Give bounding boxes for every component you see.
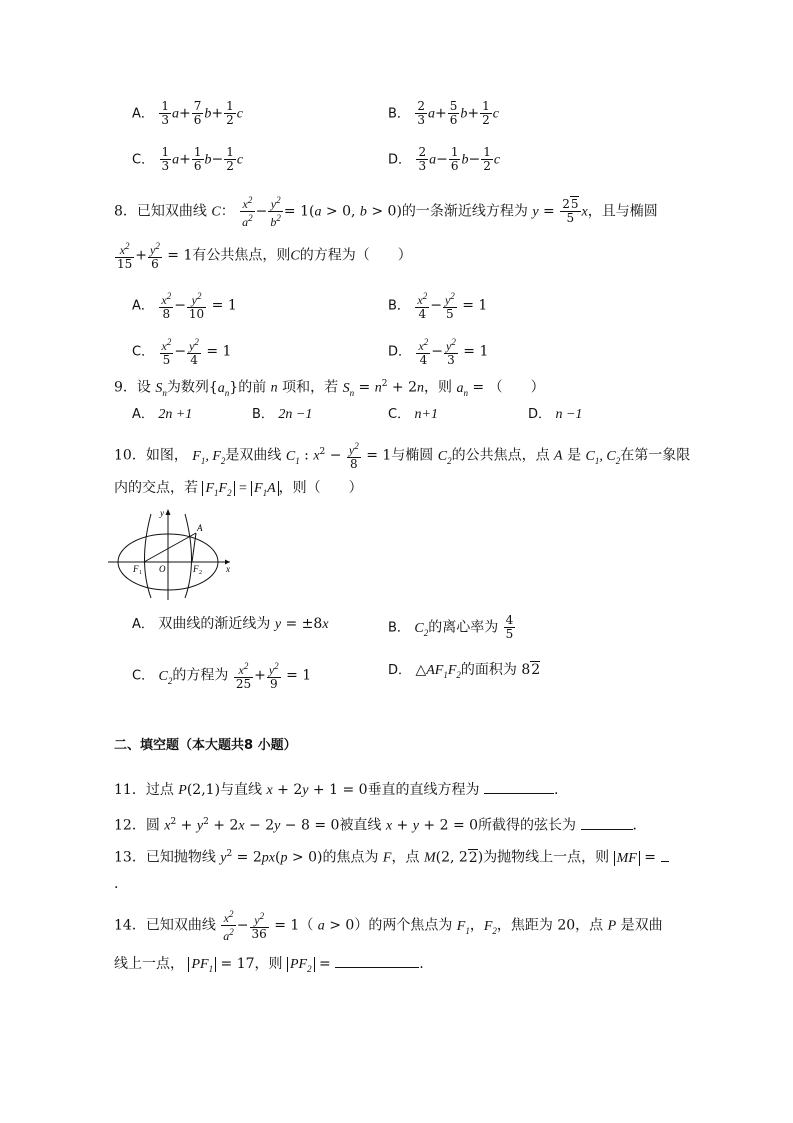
q11-text: 过点 (145, 782, 174, 798)
q8-option-a: A． $\frac{x^2}{8}$ − $\frac{y^2}{10}$ = 1 (132, 291, 237, 321)
q7-option-b: B． $\frac{2}{3}$ a+ $\frac{5}{6}$ b+ $\frac{1}{2}$ c (388, 99, 499, 127)
option-text: n+1 (414, 407, 438, 422)
q9-text: （ ） (488, 379, 545, 396)
q14-text: ，则 (254, 956, 283, 972)
answer-blank[interactable] (335, 955, 419, 968)
option-label: C． (132, 152, 155, 168)
option-text: 的离心率为 (428, 619, 499, 636)
q14-text: ，焦距为 20，点 (496, 917, 604, 934)
q10-stem-line1: 10．如图， $F_1$, $F_2$是双曲线 $C_1$ : $x^2$ − $\frac{y^2}{8}$ = 1与椭圆 $C_2$的公共焦点，点 A 是 $C_1$, $C_2$在第一象限 (114, 441, 691, 471)
option-label: B． (252, 407, 274, 422)
q8-option-c: C． $\frac{x^2}{5}$ − $\frac{y^2}{4}$ = 1 (132, 337, 232, 367)
q10-text: 是双曲线 (225, 447, 282, 464)
option-label: D． (388, 344, 412, 360)
q8-text: 有公共焦点，则 (192, 247, 291, 264)
q8-option-b: B． $\frac{x^2}{4}$ − $\frac{y^2}{5}$ = 1 (388, 291, 488, 321)
q8-text: 的一条渐近线方程为 (401, 203, 528, 220)
q13-text: 为抛物线上一点，则 (483, 849, 610, 866)
option-label: C． (132, 344, 155, 360)
question-number: 11． (114, 782, 146, 798)
q10-option-a: A． 双曲线的渐近线为 y = ±8x (132, 616, 329, 632)
question-number: 14． (114, 917, 146, 934)
q10-text: 内的交点，若 (114, 480, 198, 496)
q10-option-c: C． $C_2$的方程为 $\frac{x^2}{25}$ + $\frac{y^2}{9}$ = 1 (132, 661, 312, 691)
q8-text: ，且与椭圆 (587, 203, 658, 220)
q14-stem-line1: 14．已知双曲线 $\frac{x^2}{a^2}$ − $\frac{y^2}{36}$ = 1（ a > 0）的两个焦点为 $F_1$，$F_2$，焦距为 20，点 P 是双曲 (114, 909, 663, 943)
answer-blank[interactable] (661, 849, 669, 862)
q10-text: 与椭圆 (391, 447, 434, 464)
section-title: 二、填空题（本大题共8 小题） (114, 738, 297, 753)
svg-text:2: 2 (199, 570, 202, 576)
q10-text: ，则（ ） (278, 480, 363, 496)
option-label: D． (388, 663, 412, 678)
q14-end: . (419, 956, 424, 972)
q10-stem-line2: 内的交点，若 $F_1F_2 = F_1A$ ，则（ ） (114, 480, 363, 498)
q8-stem-line2: $\frac{x^2}{15}$ + $\frac{y^2}{6}$ = 1有公共焦点，则C的方程为（ ） (117, 241, 412, 271)
answer-blank[interactable] (581, 817, 633, 830)
option-text: 2n +1 (158, 407, 193, 422)
question-number: 13． (114, 849, 146, 866)
question-number: 12． (114, 817, 146, 834)
svg-text:1: 1 (139, 570, 142, 576)
fig-label-y: y (160, 508, 164, 518)
fig-label-x: x (226, 564, 230, 574)
fig-label-o: O (159, 564, 166, 574)
option-label: B． (388, 298, 410, 314)
q11-text: 垂直的直线方程为 (367, 782, 480, 798)
q7-option-d: D． $\frac{2}{3}$ a− $\frac{1}{6}$ b− $\frac{1}{2}$ c (388, 145, 501, 173)
q9-text: ，则 (424, 379, 452, 396)
q7-option-c: C． $\frac{1}{3}$ a+ $\frac{1}{6}$ b− $\frac{1}{2}$ c (132, 145, 244, 173)
q9-option-a (132, 404, 192, 425)
answer-blank[interactable] (484, 781, 554, 794)
q7-option-a: A． $\frac{1}{3}$ a+ $\frac{7}{6}$ b+ $\frac{1}{2}$ c (132, 99, 243, 127)
q14-text: 已知双曲线 (145, 917, 216, 934)
q11-text: 与直线 (220, 782, 263, 798)
q9-option-b (252, 404, 312, 425)
fig-label-a: A (197, 523, 203, 533)
q9-text: 设 (136, 379, 151, 396)
option-label: B． (388, 106, 410, 122)
option-label: C． (388, 407, 411, 422)
option-label: A． (132, 106, 154, 122)
q8-stem-line1: 8．已知双曲线 C： $\frac{x^2}{a^2}$ − $\frac{y^2}{b^2}$ = 1(a > 0, b > 0)的一条渐近线方程为 y = $\frac{25}{5}$ x，且与椭圆 (114, 195, 658, 229)
option-label: B． (388, 620, 410, 636)
q13-text: ，点 (391, 849, 420, 866)
q12-stem: 12．圆 $x^2 + y^2 + 2x - 2y - 8 = 0$被直线 x + y + 2 = 0所截得的弦长为 ． (114, 817, 647, 834)
option-label: C． (132, 668, 155, 684)
q11-end: . (554, 782, 559, 798)
q9-option-d (528, 404, 582, 425)
q14-text: （ (299, 917, 314, 934)
q10-text: 如图， (145, 447, 188, 464)
q8-text: 已知双曲线 (136, 203, 207, 220)
q13-text: 的焦点为 (322, 849, 379, 866)
q10-text: 的公共焦点，点 (451, 447, 550, 464)
q9-option-c (388, 404, 438, 425)
q9-text: 的前 (238, 379, 267, 396)
option-label: A． (132, 617, 154, 632)
option-label: D． (528, 407, 552, 422)
q8-option-d: D． $\frac{x^2}{4}$ − $\frac{y^2}{3}$ = 1 (388, 337, 489, 367)
q10-option-b: B． $C_2$的离心率为 $\frac{4}{5}$ (388, 613, 514, 641)
q8-text: 的方程为（ ） (299, 247, 412, 264)
fig-label-f2: F (193, 564, 199, 574)
q14-text: 是双曲 (620, 917, 663, 934)
option-label: A． (132, 298, 154, 314)
option-text: 2n −1 (278, 407, 313, 422)
q12-text: 圆 (145, 817, 160, 834)
q10-option-d: D． $\triangle AF_1F_2$的面积为 82 (388, 662, 541, 680)
question-number: 8． (114, 203, 137, 220)
option-text: 的面积为 (460, 662, 517, 678)
q9-text: 为数列 (166, 379, 209, 396)
q13-end: . (114, 876, 119, 892)
option-label: D． (388, 152, 412, 168)
q12-end: ． (632, 817, 647, 834)
option-text: n −1 (555, 407, 583, 422)
fig-label-f1: F (133, 564, 139, 574)
q14-text: ）的两个焦点为 (354, 917, 453, 934)
q14-text: 线上一点， (114, 956, 184, 972)
question-number: 10． (114, 447, 146, 464)
q10-figure (106, 506, 236, 602)
question-number: 9． (114, 379, 137, 396)
q12-text: 所截得的弦长为 (478, 817, 577, 834)
q13-stem: 13．已知抛物线 $y^2 = 2px(p > 0)$的焦点为 F，点 M(2, 22)为抛物线上一点，则 MF = (114, 844, 669, 869)
q10-text: 是 (567, 447, 582, 464)
q10-text: 在第一象限 (620, 447, 691, 464)
option-text: 的方程为 (172, 667, 229, 684)
q9-text: 项和，若 (282, 379, 339, 396)
q9-stem: 9．设 $S_n$为数列$\{a_n\}$的前 n 项和，若 $S_n = n^2 + 2n$，则 $a_n$ = （ ） (114, 379, 545, 398)
q14-stem-line2: 线上一点， $PF_1 = 17$，则 $PF_2$ = . (114, 956, 424, 974)
q12-text: 被直线 (339, 817, 382, 834)
option-label: A． (132, 407, 154, 422)
q11-stem: 11．过点 P(2,1)与直线 x + 2y + 1 = 0垂直的直线方程为 . (114, 782, 559, 798)
q13-text: 已知抛物线 (145, 849, 216, 866)
option-text: 双曲线的渐近线为 (158, 616, 271, 632)
